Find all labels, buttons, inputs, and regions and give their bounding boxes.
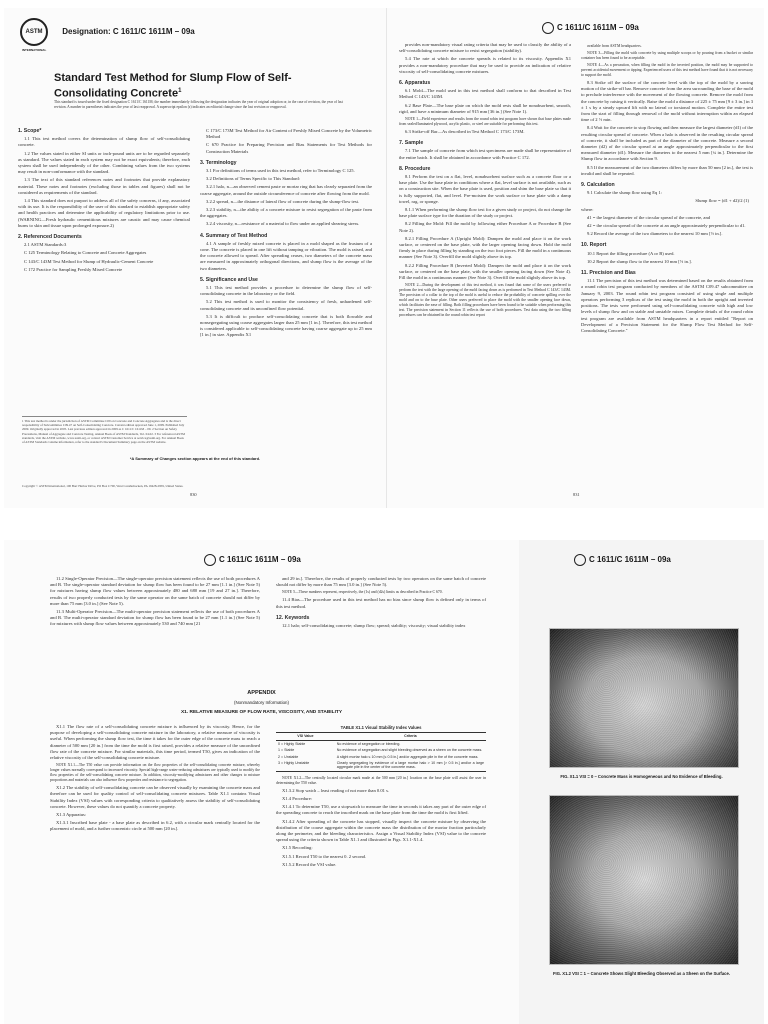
designation-label: Designation: C 1611/C 1611M – 09a bbox=[62, 27, 195, 37]
body-paragraph: X1.3.1 Inscribed base plate - a base plate as described in 6.2, with a circular mark centrally located for the placement of mold, and a further concentric circle at 500 mm [20 in.]. bbox=[50, 820, 260, 832]
body-paragraph: 3.1 For definitions of terms used in this test method, refer to Terminology C 125. bbox=[206, 168, 355, 174]
vsi-value-cell: 3 = Highly Unstable bbox=[276, 760, 335, 771]
appendix-title: APPENDIX bbox=[247, 690, 276, 696]
body-paragraph: 8.2 Filling the Mold: Fill the mold by following either Procedure A or Procedure B (See Note 2). bbox=[399, 221, 571, 233]
note-paragraph: NOTE X1.2—The centrally located circular mark made at the 500 mm [20 in.] location on the base plate will assist the user in determining the T50 value. bbox=[276, 775, 486, 785]
page832-column-2 bbox=[276, 576, 486, 631]
running-header-text: C 1611/C 1611M – 09a bbox=[557, 23, 639, 33]
title-text: Standard Test Method for Slump Flow of Self-Consolidating Concrete bbox=[54, 72, 292, 100]
body-paragraph: 1.1 This test method covers the determination of slump flow of self-consolidating concrete. bbox=[18, 136, 190, 148]
astm-logo-icon bbox=[542, 22, 554, 34]
page-830 bbox=[4, 8, 386, 508]
body-paragraph: X1.4.1 To determine T50, use a stopwatch to measure the time in seconds it takes any part of the outer edge of the spreading concrete to reach the inscribed mark on the base plate from the time the mold is first lifted. bbox=[276, 804, 486, 816]
page832-column-1 bbox=[50, 576, 260, 630]
vsi-value-cell: 0 = Highly Stable bbox=[278, 741, 306, 746]
equation: Slump flow = (d1 + d2)/2 (1) bbox=[695, 198, 749, 204]
body-paragraph: 10.1 Report the filling procedure (A or B) used. bbox=[587, 250, 675, 256]
section-heading: 1. Scope* bbox=[18, 128, 42, 134]
body-paragraph: 5.4 The rate at which the concrete spreads is related to its viscosity. Appendix X1 provides a non-mandatory procedure that may be used to provide an indication of relative viscosity of self-consolidating concrete mixtures. bbox=[399, 56, 571, 74]
body-paragraph: 8.1.1 When performing the slump flow test for a given study or project, do not change the base plate surface type for the duration of the study or project. bbox=[399, 207, 571, 219]
body-paragraph: X1.5.2 Record the VSI value. bbox=[282, 861, 337, 867]
body-paragraph: 3.2.4 viscosity, n—resistance of a material to flow under an applied shearing stress. bbox=[206, 221, 360, 227]
body-paragraph: 8.2.2 Filling Procedure B (Inverted Mold): Dampen the mold and place it on the work surface, or centered on the base plate, with the smaller opening facing down (See Note 4). Fill the mold in a continuous manner (See Note 3). Overfill the mold slightly above its top. bbox=[399, 262, 571, 281]
body-paragraph: 5.3 It is difficult to produce self-consolidating concrete that is both flowable and nonsegregating using coarse aggregates larger than 25 mm [1 in.]. Therefore, this test method is considered applicable to self-consolidating concrete having coarse aggregate up to 25 mm [1 in.] in size. Appendix X1 bbox=[200, 313, 372, 338]
section-heading: 2. Referenced Documents bbox=[18, 234, 82, 241]
vsi-value-cell: 1 = Stable bbox=[278, 748, 295, 753]
note-paragraph: NOTE X1.1—The T50 value can provide information on the flow properties of the self-consolidating concrete mixture, whereby longer values normally correspond to increased viscosity. Special high-range water-reducing admixtures are typically used to modify the flow properties of the self-consolidating concrete mixture. In addition, viscosity-modifying admixtures and other changes to mixture proportions and materials can also influence flow properties and resistance to segregation. bbox=[50, 763, 260, 783]
reference-item: C 670 Practice for Preparing Precision and Bias Statements for Test Methods for Construction Materials bbox=[206, 142, 372, 154]
designation-header bbox=[20, 18, 195, 46]
body-paragraph: 6.3 Strike-off Bar—As described in Test Method C 173/C 173M. bbox=[405, 129, 525, 135]
designation-intro: This standard is issued under the fixed designation C 1611/C 1611M; the number immediately following the designation indicates the year of original adoption or, in the case of revision, the year of last revision. A number in parentheses indicates the year of last reapproval. A superscript epsilon (ε) indicates an editorial change since the last revision or reapproval. bbox=[54, 100, 343, 109]
section-heading: 10. Report bbox=[581, 242, 607, 249]
body-paragraph: 8.3 Strike off the surface of the concrete level with the top of the mold by a sawing motion of the strike-off bar. Remove concrete from the area surrounding the base of the mold to preclude interference with the movement of the flowing concrete. Remove the mold from the concrete by raising it vertically. Raise the mold a distance of 225 ± 75 mm [9 ± 3 in.] in 3 ± 1 s by a steady upward lift with no lateral or torsional motion. Complete the entire test from the start of filling through removal of the mold without interruption within an elapsed time of 2 ½ min. bbox=[581, 80, 753, 123]
body-paragraph: 6.1 Mold—The mold used in this test method shall conform to that described in Test Method C 143/C 143M. bbox=[399, 88, 571, 100]
body-paragraph: 10.2 Report the slump flow to the nearest 10 mm [½ in.]. bbox=[587, 258, 692, 264]
page831-column-1 bbox=[399, 42, 571, 320]
astm-logo-icon: ASTM bbox=[20, 18, 48, 46]
appendix-x1-title: X1. RELATIVE MEASURE OF FLOW RATE, VISCOSITY, AND STABILITY bbox=[180, 710, 343, 715]
section-heading: 7. Sample bbox=[399, 140, 424, 147]
section-heading: 11. Precision and Bias bbox=[581, 270, 636, 277]
body-paragraph: 4.1 A sample of freshly mixed concrete is placed in a mold shaped as the frustum of a cone. The concrete is placed in one lift without tamping or vibration. The mold is raised, and the concrete allowed to spread. After spreading ceases, two diameters of the concrete mass are measured in approximately orthogonal directions, and slump flow is the average of the two diameters. bbox=[200, 240, 372, 271]
body-paragraph: provides non-mandatory visual rating criteria that may be used to classify the ability of a self-consolidating concrete mixture to resist segregation (stability). bbox=[399, 42, 571, 54]
table-row bbox=[276, 760, 486, 771]
body-paragraph: X1.3 Apparatus: bbox=[56, 812, 87, 818]
vsi-criteria-cell: No evidence of segregation or bleeding. bbox=[336, 741, 401, 746]
body-paragraph: X1.4 Procedure: bbox=[282, 796, 313, 802]
vsi-table-header-vsi: VSI Value bbox=[276, 733, 335, 740]
page-spread-830-831 bbox=[4, 8, 764, 508]
page-831 bbox=[386, 8, 764, 508]
section-heading: 6. Apparatus bbox=[399, 80, 431, 87]
running-header bbox=[574, 554, 671, 566]
page-number: 831 bbox=[573, 492, 580, 497]
where-label: where: bbox=[581, 206, 594, 212]
body-paragraph: X1.2 The stability of self-consolidating concrete can be observed visually by examining the concrete mass and therefore can be used for quality control of self-consolidating concrete mixtures. Table X1.1 contains Visual Stability Index (VSI) values with corresponding criteria to qualitatively assess the stability of self-consolidating concrete. However, these values do not quantify a concrete property. bbox=[50, 785, 260, 809]
running-header bbox=[204, 554, 301, 566]
body-paragraph: 8.5 If the measurement of the two diameters differs by more than 50 mm [2 in.], the test is invalid and shall be repeated. bbox=[581, 164, 753, 176]
reference-item: C 172 Practice for Sampling Freshly Mixed Concrete bbox=[24, 266, 123, 272]
table-row bbox=[276, 740, 486, 747]
body-paragraph: 7.1 The sample of concrete from which test specimens are made shall be representative of the entire batch. It shall be obtained in accordance with Practice C 172. bbox=[399, 148, 571, 160]
figure-x1-2-photo bbox=[549, 795, 739, 965]
body-paragraph: 8.4 Wait for the concrete to stop flowing and then measure the largest diameter (d1) of the resulting circular spread of concrete. When a halo is observed in the resulting circular spread of concrete, it shall be included as part of the diameter of the concrete. Measure a second diameter (d2) of the circular spread at an angle approximately perpendicular to the first measured diameter (d1). Measure the diameters to the nearest 5 mm [¼ in.]. Determine the Slump flow in accordance with Section 9. bbox=[581, 125, 753, 162]
page830-column-2 bbox=[200, 128, 372, 341]
body-paragraph: 1.3 The text of this standard references notes and footnotes that provide explanatory material. These notes and footnotes (excluding those in tables and figures) shall not be considered as requirements of the standard. bbox=[18, 177, 190, 195]
document-title bbox=[54, 72, 354, 101]
body-paragraph: X1.3.2 Stop watch – least reading of not more than 0.01 s. bbox=[282, 787, 390, 793]
vsi-criteria-cell: A slight mortar halo ≤ 10 mm [≤ 0.5 in.] and/or aggregate pile in the of the concrete mass. bbox=[336, 754, 479, 759]
page832-column-3 bbox=[50, 724, 260, 835]
body-paragraph: 8.2.1 Filling Procedure A (Upright Mold): Dampen the mold and place it on the work surface, or centered on the base plate, with the larger opening facing down. Hold the mold firmly in place during filling by standing on the two foot pieces. Fill the mold in a continuous manner (See Note 3). Overfill the mold slightly above its top. bbox=[399, 235, 571, 260]
body-paragraph: and 29 in.]. Therefore, the results of properly conducted tests by two operators on the same batch of concrete should not differ by more than 75 mm [3.0 in.] (See Note 5). bbox=[276, 576, 486, 588]
reference-item: d1 = the largest diameter of the circular spread of the concrete, and bbox=[587, 214, 711, 220]
section-heading: 12. Keywords bbox=[276, 614, 310, 621]
body-paragraph: 9.2 Record the average of the two diameters to the nearest 10 mm [½ in.]. bbox=[587, 231, 723, 237]
running-header-text: C 1611/C 1611M – 09a bbox=[589, 555, 671, 565]
vsi-table-body bbox=[276, 740, 486, 771]
section-heading: 9. Calculation bbox=[581, 182, 615, 189]
body-paragraph: 3.2 Definitions of Terms Specific to This Standard: bbox=[206, 176, 300, 182]
body-paragraph: 6.2 Base Plate—The base plate on which the mold rests shall be nonabsorbent, smooth, rigid, and have a minimum diameter of 915 mm [36 in.] (See Note 1). bbox=[399, 102, 571, 114]
body-paragraph: 11.1 The precision of this test method was determined based on the results obtained from a round robin test program conducted by members of the ASTM C09.47 subcommittee on January 9, 2003. The round robin test program consisted of using single and multiple operators performing 3 replicas of the test using the mold in both the upright and inverted positions. The tests were performed using self-consolidating concrete with high and low levels of slump flow and on stable and unstable mixes. Complete details of the round robin test program are available from ASTM headquarters in a report entitled "Report on Development of a Precision Statement for the Slump Flow Test Method for Self-Consolidating Concrete." bbox=[581, 278, 753, 333]
body-paragraph: X1.5 Recording: bbox=[282, 845, 313, 851]
reference-item: C 173/C 173M Test Method for Air Content of Freshly Mixed Concrete by the Volumetric Method bbox=[206, 128, 372, 140]
body-paragraph: 11.3 Multi-Operator Precision—The multi-operator precision statement reflects the use of both procedures A and B. The multi-operator standard deviation for slump flow has been found to be 27 mm [1.1 in.] (See Note 5) for mixtures with slump flow values between approximately 530 and 740 mm [21 bbox=[50, 609, 260, 627]
copyright-line: Copyright © ASTM International, 100 Barr Harbor Drive, PO Box C700, West Conshohocken, PA 19428-2959, United States. bbox=[22, 484, 184, 488]
appendix-subtitle: (Nonmandatory Information) bbox=[234, 700, 289, 705]
body-paragraph: 12.1 halo; self-consolidating concrete; slump flow; spread; stability; viscosity; visual stability index bbox=[282, 623, 466, 629]
vsi-criteria-cell: No evidence of segregation and slight bleeding observed as a sheen on the concrete mass. bbox=[336, 748, 483, 753]
body-paragraph: 2.1 ASTM Standards:3 bbox=[24, 242, 67, 248]
note-paragraph: available from ASTM headquarters. bbox=[587, 44, 642, 48]
reference-item: d2 = the circular spread of the concrete at an angle approximately perpendicular to d1. bbox=[587, 223, 746, 229]
page831-column-2 bbox=[581, 42, 753, 336]
body-paragraph: 3.2.2 spread, n—the distance of lateral flow of concrete during the slump-flow test. bbox=[206, 198, 360, 204]
reference-item: C 143/C 143M Test Method for Slump of Hydraulic-Cement Concrete bbox=[24, 258, 154, 264]
page832-column-4-text bbox=[276, 776, 486, 868]
reference-item: C 125 Terminology Relating to Concrete and Concrete Aggregates bbox=[24, 250, 147, 256]
note-paragraph: NOTE 5—These numbers represent, respectively, the (1s) and (d2s) limits as described in Practice C 670. bbox=[282, 590, 443, 595]
note-paragraph: NOTE 1—Field experience and results from the round robin test program have shown that base plates made from sealed/laminated plywood, acrylic plastic, or steel are suitable for performing this test. bbox=[399, 117, 571, 127]
body-paragraph: 8.1 Perform the test on a flat, level, nonabsorbent surface such as a concrete floor or a base plate. Use the base plate in conditions where a flat, level surface is not available, such as on a construction site. When the base plate is used, position and shim the base plate so that it is fully supported, flat, and level. Pre-moisten the work surface or base plate with a damp towel, rag, or sponge. bbox=[399, 174, 571, 204]
astm-logo-icon bbox=[204, 554, 216, 566]
body-paragraph: 3.2.3 stability, n—the ability of a concrete mixture to resist segregation of the paste from the aggregates. bbox=[200, 207, 372, 219]
running-header bbox=[542, 22, 639, 34]
body-paragraph: 1.4 This standard does not purport to address all of the safety concerns, if any, associated with its use. It is the responsibility of the user of this standard to establish appropriate safety and health practices and determine the applicability of regulatory limitations prior to use. (WARNING—Fresh hydraulic cementitious mixtures are caustic and may cause chemical burns to skin and tissue upon prolonged exposure.2) bbox=[18, 198, 190, 228]
body-paragraph: 5.2 This test method is used to monitor the consistency of fresh, unhardened self-consolidating concrete and its unconfined flow potential. bbox=[200, 299, 372, 311]
page-832 bbox=[4, 540, 519, 1024]
astm-logo-icon bbox=[574, 554, 586, 566]
section-heading: 8. Procedure bbox=[399, 165, 431, 172]
running-header-text: C 1611/C 1611M – 09a bbox=[219, 555, 301, 565]
note-paragraph: NOTE 2—During the development of this test method, it was found that some of the users preferred to perform the test with the large opening of the mold facing down as is performed in Test Method C 143/C 143M. The provision of a collar to the top of the mold is useful to reduce the probability of concrete spilling over the mold and on to the base plate. Other users preferred to place the mold with the smaller opening face down, which facilitates the ease of filling. Both filling procedures have been found to be suitable when performing this test. The precision statement in Section 11 reflects the use of both procedures. Test data using the two filling procedures can be obtained in the round robin test report bbox=[399, 283, 571, 318]
body-paragraph: 1.2 The values stated in either SI units or inch-pound units are to be regarded separately as standard. The values stated in each system may not be exact equivalents; therefore, each system shall be used independently of the other. Combining values from the two systems may result in non-conformance with the standard. bbox=[18, 150, 190, 175]
section-heading: 3. Terminology bbox=[200, 159, 237, 166]
page830-column-1 bbox=[18, 128, 190, 275]
page832-column-4 bbox=[276, 724, 486, 870]
body-paragraph: X1.1 The flow rate of a self-consolidating concrete mixture is influenced by its viscosity. Hence, for the purpose of developing a self-consolidating concrete mixture in the laboratory, a relative measure of viscosity is useful. When performing the slump flow test, the time it takes for the outer edge of the concrete mass to reach a diameter of 500 mm [20 in.] from the time the mold is first raised, provides a relative measure of the unconfined flow rate of the concrete mixture. For similar materials, this time period, termed T50, gives an indication of the relative viscosity of the self-consolidating concrete mixture. bbox=[50, 724, 260, 761]
footnotes: 1 This test method is under the jurisdiction of ASTM Committee C09 on Concrete and Concrete Aggregates and is the direct responsibility of Subcommittee C09.47 on Self-Consolidating Concrete. Current edition approved June 1, 2009. Published July 2009. Originally approved in 2005. Last previous edition approved in 2009 as C 1611/C 1611M – 09. 2 Section on Safety Precautions, Manual of Aggregate and Concrete Testing, Annual Book of ASTM Standards, Vol. 04.02. 3 For referenced ASTM standards, visit the ASTM website, www.astm.org, or contact ASTM Customer Service at service@astm.org. For Annual Book of ASTM Standards volume information, refer to the standard's Document Summary page on the ASTM website. bbox=[22, 416, 187, 444]
vsi-table-caption: TABLE X1.1 Visual Stability Index Values bbox=[340, 725, 422, 730]
body-paragraph: 11.4 Bias—The procedure used in this test method has no bias since slump flow is defined only in terms of this test method. bbox=[276, 597, 486, 609]
title-footnote-mark: 1 bbox=[178, 88, 182, 94]
figure-x1-1-caption: FIG. X1.1 VSI = 0 – Concrete Mass is Homogeneous and No Evidence of Bleeding. bbox=[560, 774, 723, 779]
body-paragraph: X1.4.2 After spreading of the concrete has stopped, visually inspect the concrete mixture by observing the distribution of the coarse aggregate within the concrete mass the distribution of the mortar fraction particularly along the perimeter, and the bleeding characteristics. Assign a Visual Stability Index (VSI) value to the concrete spread using the criteria shown in Table X1.1 and illustrated in Figs. X1.1-X1.4. bbox=[276, 818, 486, 843]
section-heading: 5. Significance and Use bbox=[200, 276, 258, 283]
vsi-table-header-criteria: Criteria bbox=[335, 733, 486, 740]
vsi-value-cell: 2 = Unstable bbox=[278, 754, 299, 759]
figure-x1-2-caption: FIG. X1.2 VSI = 1 – Concrete Shows Slight Bleeding Observed as a Sheen on the Surface. bbox=[553, 971, 730, 976]
body-paragraph: 3.2.1 halo, n—an observed cement paste or mortar ring that has clearly separated from the coarse aggregate, around the outside circumference of concrete after flowing from the mold. bbox=[200, 184, 372, 196]
page-833 bbox=[519, 540, 764, 1024]
section-heading: 4. Summary of Test Method bbox=[200, 232, 268, 239]
note-paragraph: NOTE 4—As a precaution, when filling the mold in the inverted position, the mold may be supported to prevent accidental movement or tipping. Experienced users of this test method have found that it is not necessary to support the mold. bbox=[581, 63, 753, 77]
vsi-criteria-cell: Clearly segregating by evidence of a large mortar halo > 10 mm [> 0.5 in.] and/or a large aggregate pile in the center of the concrete mass. bbox=[336, 761, 484, 770]
page-number: 830 bbox=[190, 492, 197, 497]
body-paragraph: X1.5.1 Record T50 to the nearest 0. 2 second. bbox=[282, 853, 367, 859]
body-paragraph: 9.1 Calculate the slump flow using Eq 1: bbox=[587, 190, 663, 196]
body-paragraph: 11.2 Single-Operator Precision—The single-operator precision statement reflects the use of both procedures A and B. The single-operator standard deviation for slump flow has been found to be 27 mm [1.1 in.] (See Note 5) for mixtures having slump flow values between approximately 480 and 680 mm [19 and 27 in.]. Therefore, results of two properly conducted tests by the same operator on the same batch of concrete should not differ by more than 75 mm [3.0 in.] (See Note 5). bbox=[50, 576, 260, 606]
vsi-table bbox=[276, 726, 486, 772]
international-label: INTERNATIONAL bbox=[22, 48, 47, 52]
figure-x1-1-photo bbox=[549, 628, 739, 768]
summary-of-changes-note: *A Summary of Changes section appears at the end of this standard. bbox=[129, 456, 261, 461]
body-paragraph: 5.1 This test method provides a procedure to determine the slump flow of self-consolidating concrete in the laboratory or the field. bbox=[200, 285, 372, 297]
note-paragraph: NOTE 3—Filling the mold with concrete by using multiple scoops or by pouring from a bucket or similar container has been found to be acceptable. bbox=[581, 51, 753, 60]
